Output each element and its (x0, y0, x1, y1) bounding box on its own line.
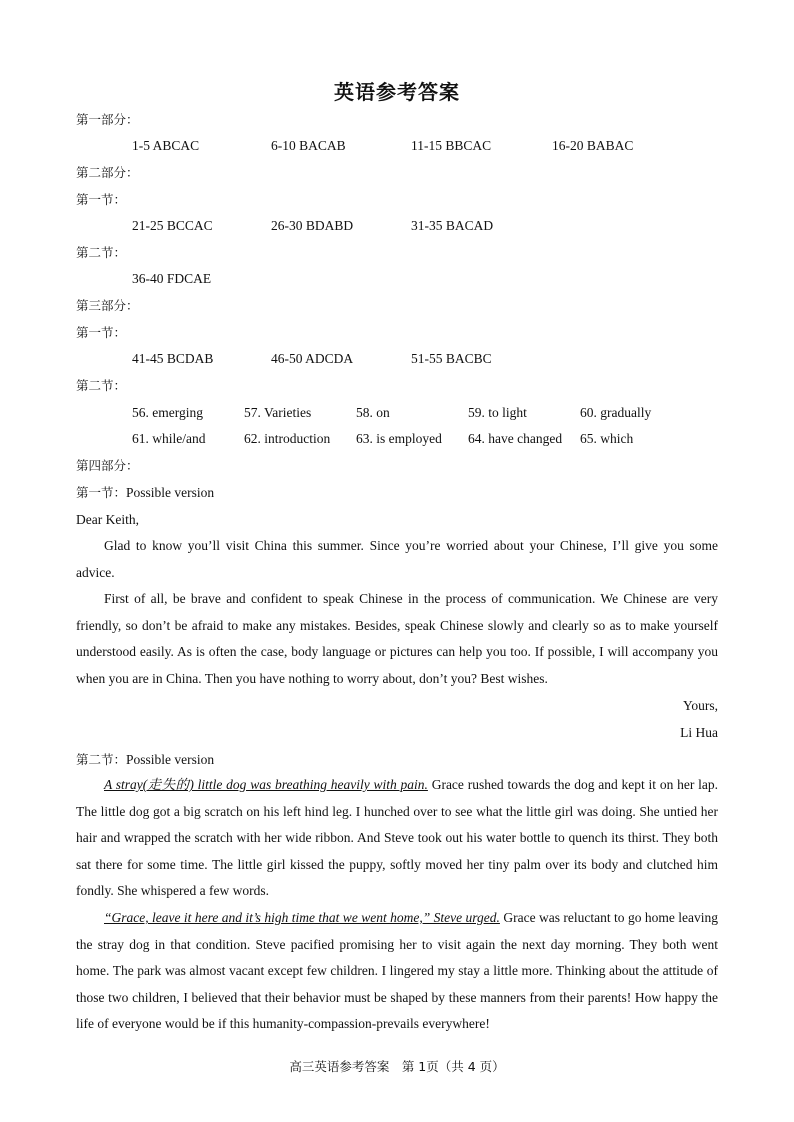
part3-section2-heading: 第二节： (76, 378, 127, 393)
answer-item: 65. which (580, 431, 634, 446)
story-lead-sentence: A stray(走失的) little dog was breathing heavily with pain. (104, 777, 428, 792)
answer-group: 11-15 BBCAC (411, 138, 492, 153)
answer-item: 57. Varieties (244, 405, 312, 420)
part3-heading: 第三部分： (76, 298, 139, 313)
letter-salutation: Dear Keith, (76, 512, 139, 527)
page-title: 英语参考答案 (334, 80, 460, 104)
part3-section1-heading: 第一节： (76, 325, 127, 340)
part4-section1-heading (76, 484, 214, 502)
answer-item: 62. introduction (244, 431, 331, 446)
section-number: 第二节： (76, 752, 127, 767)
part2-section1-heading: 第一节： (76, 192, 127, 207)
letter-paragraph: First of all, be brave and confident to speak Chinese in the process of communication. We Chinese are very friendly, so don’t be afraid to make any mistakes. Besides, speak Chinese slowly and clearly so as to make yourself understood easily. As is often the case, body language or pictures can help you too. If possible, I will accompany you when you are in China. Then you have nothing to worry about, don’t you? Best wishes. (76, 591, 718, 686)
story-body: Grace was reluctant to go home leaving the stray dog in that condition. Steve pacified promising her to visit again the next day morning. They both went home. The park was almost vacant except few children. I lingered my stay a little more. Thinking about the attitude of those two children, I believed that their behavior must be shaped by these manners from their parents! How happy the life of everyone would be if this humanity-compassion-prevails everywhere! (76, 910, 718, 1032)
part4-heading: 第四部分： (76, 458, 139, 473)
part2-heading: 第二部分： (76, 165, 139, 180)
answer-group: 31-35 BACAD (411, 218, 494, 233)
answer-group: 6-10 BACAB (271, 138, 346, 153)
answer-item: 61. while/and (132, 431, 206, 446)
letter-paragraph: Glad to know you’ll visit China this summer. Since you’re worried about your Chinese, I’ll give you some advice. (76, 538, 718, 580)
answer-item: 64. have changed (468, 431, 563, 446)
answer-group: 41-45 BCDAB (132, 351, 214, 366)
answer-group: 51-55 BACBC (411, 351, 492, 366)
answer-item: 56. emerging (132, 405, 203, 420)
page-footer: 高三英语参考答案 第 1页（共 4 页） (289, 1059, 505, 1074)
letter-closing: Yours, (682, 698, 718, 713)
answer-group: 21-25 BCCAC (132, 218, 213, 233)
part4-section2-heading (76, 751, 214, 769)
answer-group: 36-40 FDCAE (132, 271, 212, 286)
story-paragraph (76, 772, 718, 905)
story-body: Grace rushed towards the dog and kept it on her lap. The little dog got a big scratch on his left hind leg. I hunched over to see what the little girl was doing. She untied her hair and wrapped the scratch with her wide ribbon. And Steve took out his water bottle to quench its thirst. They both sat there for some time. The little girl kissed the puppy, softly moved her tiny palm over its body and clutched him fondly. She whispered a few words. (76, 777, 718, 899)
answer-group: 26-30 BDABD (271, 218, 354, 233)
section-label: Possible version (126, 485, 215, 500)
answer-item: 60. gradually (580, 405, 652, 420)
answer-item: 59. to light (468, 405, 527, 420)
story-paragraph (76, 905, 718, 1038)
part2-section2-heading: 第二节： (76, 245, 127, 260)
answer-group: 46-50 ADCDA (271, 351, 354, 366)
answer-item: 58. on (356, 405, 390, 420)
story-lead-sentence: “Grace, leave it here and it’s high time that we went home,” Steve urged. (104, 910, 500, 925)
answer-item: 63. is employed (356, 431, 442, 446)
section-number: 第一节： (76, 485, 127, 500)
part1-heading: 第一部分： (76, 112, 139, 127)
answer-group: 1-5 ABCAC (132, 138, 200, 153)
letter-signature: Li Hua (680, 725, 718, 740)
answer-group: 16-20 BABAC (552, 138, 634, 153)
section-label: Possible version (126, 752, 215, 767)
